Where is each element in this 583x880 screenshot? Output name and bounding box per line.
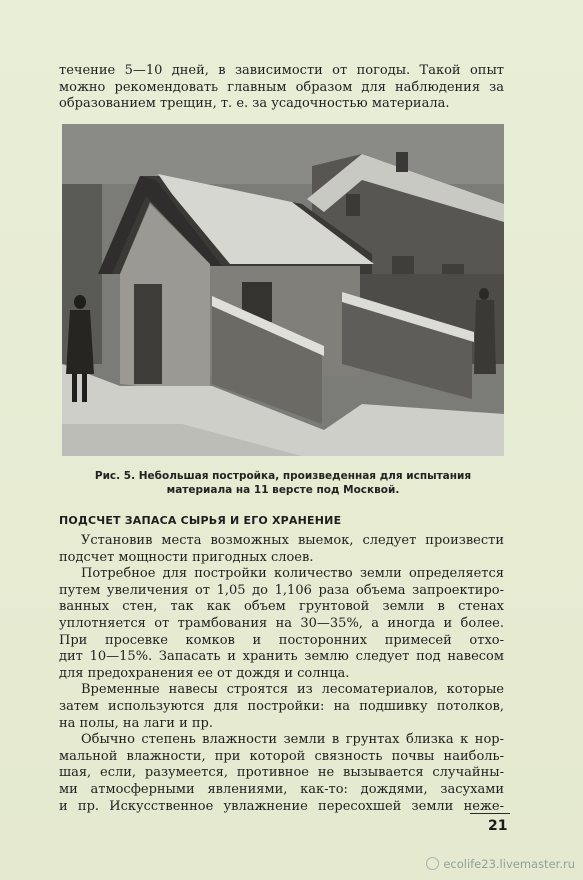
building-photo [62, 124, 504, 456]
watermark-text: ecolife23.livemaster.ru [443, 857, 575, 871]
text-line: ми атмосферными явлениями, как-то: дождями, засухами [59, 781, 504, 797]
text-line: дит 10—15%. Запасать и хранить землю следует под навесом [59, 649, 504, 665]
page-number: 21 [488, 818, 508, 834]
caption-line: Рис. 5. Небольшая постройка, произведенная для испытания [94, 470, 472, 482]
text-line: на полы, на лаги и пр. [59, 715, 213, 731]
text-line: мальной влажности, при которой связность почвы наиболь- [59, 748, 504, 764]
text-line: подсчет мощности пригодных слоев. [59, 549, 314, 565]
text-line: путем увеличения от 1,05 до 1,106 раза объема запроектиро- [59, 582, 504, 598]
text-line: Потребное для постройки количество земли определяется [81, 566, 504, 582]
text-line: Обычно степень влажности земли в грунтах близка к нор- [81, 732, 504, 748]
livemaster-logo-icon [426, 857, 439, 870]
section-heading: ПОДСЧЕТ ЗАПАСА СЫРЬЯ И ЕГО ХРАНЕНИЕ [59, 514, 342, 527]
text-line: затем используются для постройки: на подшивку потолков, [59, 698, 504, 714]
text-line: При просевке комков и посторонних примесей отхо- [59, 632, 504, 648]
text-line: шая, если, разумеется, противное не вызывается случайны- [59, 765, 504, 781]
page-number-rule [470, 813, 510, 814]
caption-line: материала на 11 версте под Москвой. [166, 484, 400, 496]
text-line: Установив места возможных выемок, следует произвести [81, 533, 504, 548]
intro-paragraph [59, 63, 504, 113]
text-line: Временные навесы строятся из лесоматериалов, которые [81, 682, 504, 698]
body-text [59, 533, 504, 815]
text-line: ванных стен, так как объем грунтовой земли в стенах [59, 599, 504, 615]
text-line: можно рекомендовать главным образом для наблюдения за [59, 79, 504, 95]
text-line: течение 5—10 дней, в зависимости от погоды. Такой опыт [59, 63, 504, 78]
text-line: образованием трещин, т. е. за усадочностью материала. [59, 96, 450, 112]
watermark [426, 857, 575, 871]
text-line: уплотняется от трамбования на 30—35%, а иногда и более. [59, 615, 504, 631]
text-line: для предохранения ее от дождя и солнца. [59, 665, 350, 681]
text-line: и пр. Искусственное увлажнение пересохшей земли неже- [59, 798, 504, 814]
figure-caption [62, 469, 504, 497]
